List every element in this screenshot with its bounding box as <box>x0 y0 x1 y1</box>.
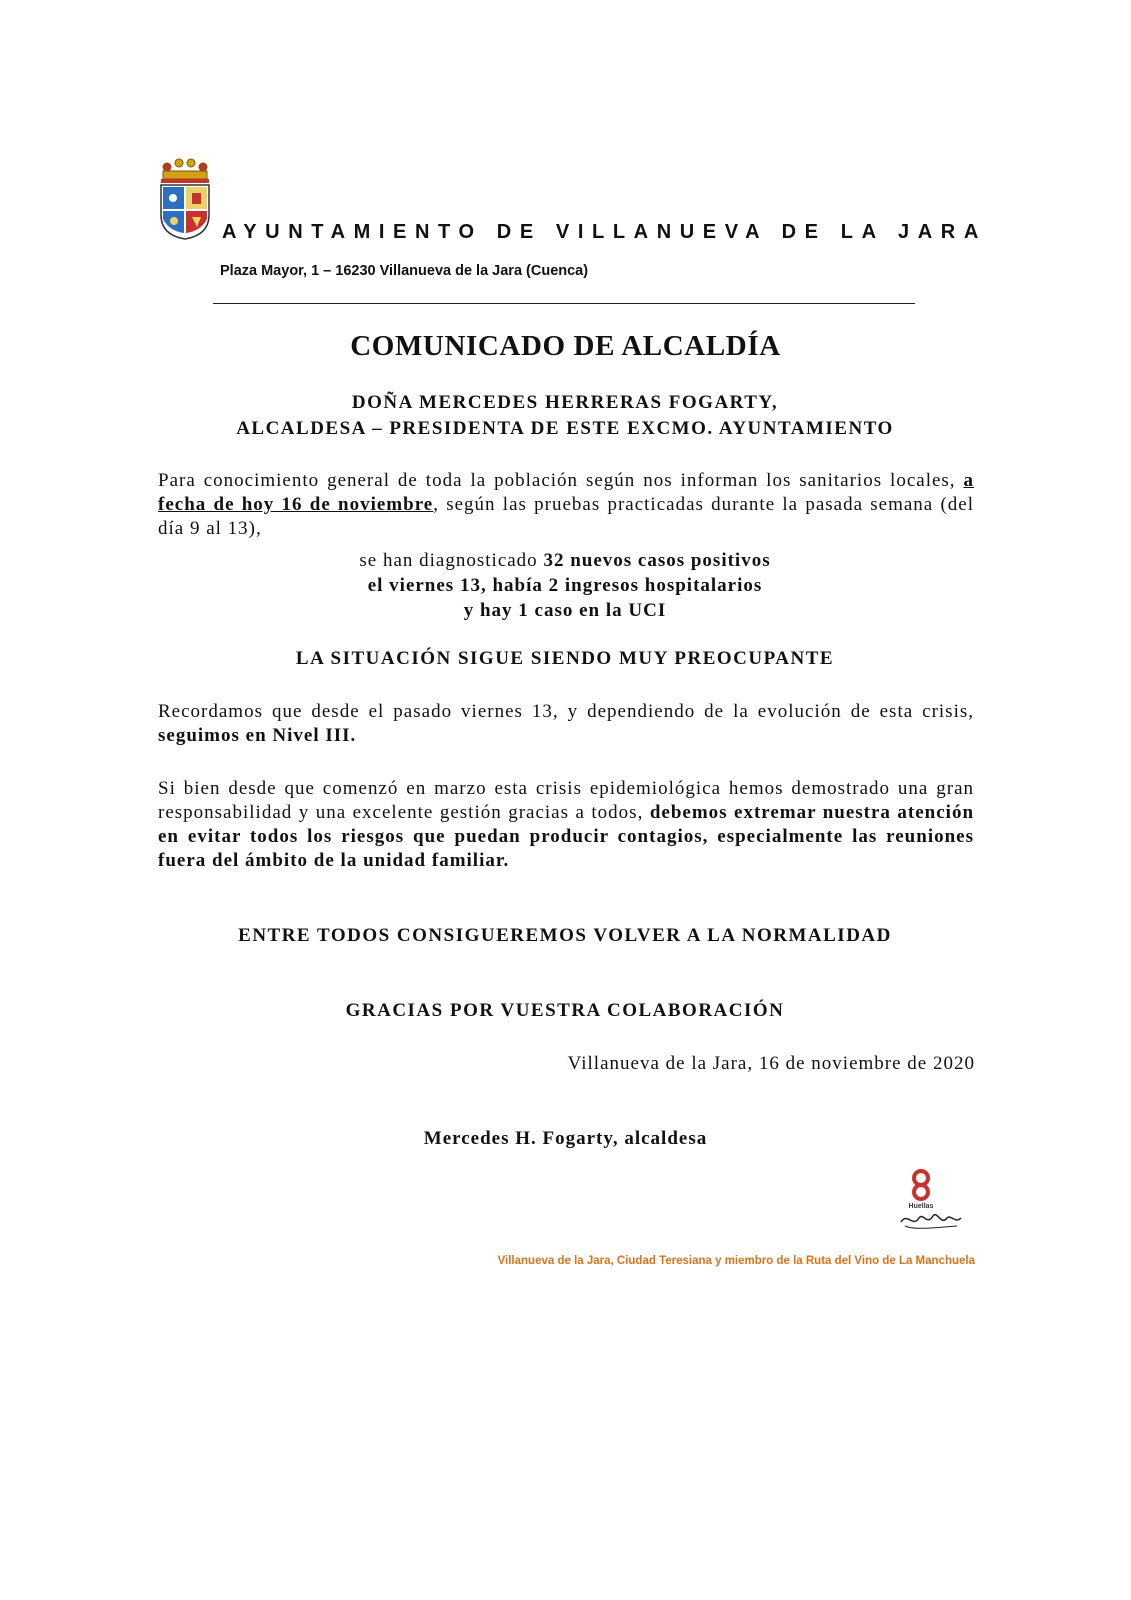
reminder-paragraph <box>158 700 974 748</box>
logo-label: Huellas <box>908 1203 934 1210</box>
reminder-text: Recordamos que desde el pasado viernes 13, y dependiendo de la evolución de esta crisis, <box>158 701 974 722</box>
coat-of-arms-icon <box>157 157 213 241</box>
organization-name: AYUNTAMIENTO DE VILLANUEVA DE LA JARA <box>222 221 987 243</box>
issuer-role: ALCALDESA – PRESIDENTA DE ESTE EXCMO. AYUNTAMIENTO <box>236 418 894 439</box>
intro-text-2: , según las pruebas practicadas durante la pasada semana (del día 9 al 13), <box>158 494 974 539</box>
cases-prefix: se han diagnosticado <box>359 550 544 571</box>
cases-line-icu: y hay 1 caso en la UCI <box>463 600 667 621</box>
reminder-bold: seguimos en Nivel III. <box>158 725 357 746</box>
document-title: COMUNICADO DE ALCALDÍA <box>350 330 781 362</box>
cases-positive: 32 nuevos casos positivos <box>543 550 771 571</box>
signature: Mercedes H. Fogarty, alcaldesa <box>423 1128 708 1149</box>
place-and-date: Villanueva de la Jara, 16 de noviembre de 2020 <box>567 1053 975 1074</box>
cases-line-hospital: el viernes 13, había 2 ingresos hospitalarios <box>367 575 763 596</box>
intro-text-1: Para conocimiento general de toda la población según nos informan los sanitarios locales, <box>158 470 964 491</box>
organization-address: Plaza Mayor, 1 – 16230 Villanueva de la Jara (Cuenca) <box>220 263 589 279</box>
slogan-heading: ENTRE TODOS CONSIGUEREMOS VOLVER A LA NORMALIDAD <box>238 925 892 946</box>
appeal-text: Si bien desde que comenzó en marzo esta crisis epidemiológica hemos demostrado una gran responsabilidad y una excelente gestión gracias a todos, <box>158 778 974 823</box>
date-highlight: a fecha de hoy 16 de noviembre <box>158 470 974 515</box>
footer-tagline: Villanueva de la Jara, Ciudad Teresiana y miembro de la Ruta del Vino de La Manchuela <box>497 1255 975 1267</box>
cases-line-new <box>150 549 980 573</box>
header-divider <box>213 303 915 304</box>
appeal-paragraph <box>158 777 974 873</box>
intro-paragraph <box>158 469 974 541</box>
issuer-name: DOÑA MERCEDES HERRERAS FOGARTY, <box>351 392 779 413</box>
huellas-logo-icon <box>893 1168 973 1240</box>
warning-heading: LA SITUACIÓN SIGUE SIENDO MUY PREOCUPANTE <box>295 648 835 669</box>
thanks-heading: GRACIAS POR VUESTRA COLABORACIÓN <box>345 1000 785 1021</box>
appeal-bold: debemos extremar nuestra atención en evitar todos los riesgos que puedan producir contagios, especialmente las reuniones fuera del ámbito de la unidad familiar. <box>158 802 975 871</box>
